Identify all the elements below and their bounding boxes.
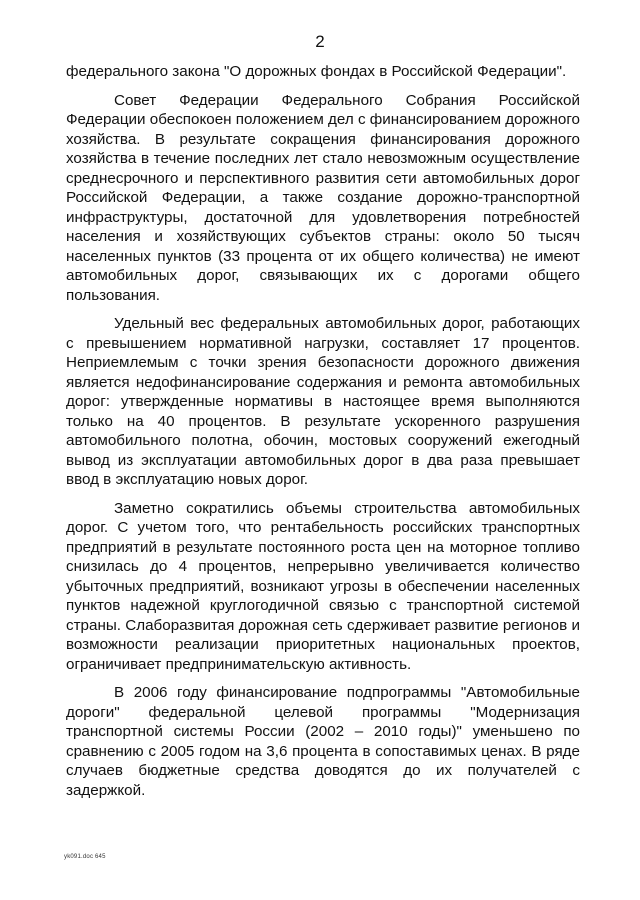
document-footer-filename: yk091.doc 645 [64, 854, 106, 860]
paragraph-5: В 2006 году финансирование подпрограммы "Автомобильные дороги" федеральной целевой программы "Модернизация транспортной системы России (2002 – 2010 годы)" уменьшено по сравнению с 2005 годом на 3,6 процента в сопоставимых ценах. В ряде случаев бюджетные средства доводятся до их получателей с задержкой. [66, 684, 580, 799]
paragraph-1: федерального закона "О дорожных фондах в Российской Федерации". [66, 63, 567, 80]
paragraph-2: Совет Федерации Федерального Собрания Российской Федерации обеспокоен положением дел с финансированием дорожного хозяйства. В результате сокращения финансирования дорожного хозяйства в течение последних лет стало невозможным осуществление среднесрочного и перспективного развития сети автомобильных дорог Российской Федерации, а также создание дорожно-транспортной инфраструктуры, достаточной для удовлетворения потребностей населения и хозяйствующих субъектов страны: около 50 тысяч населенных пунктов (33 процента от их общего количества) не имеют автомобильных дорог, связывающих их с дорогами общего пользования. [66, 91, 580, 304]
page-number: 2 [315, 32, 325, 51]
document-body [66, 62, 580, 809]
paragraph-4: Заметно сократились объемы строительства автомобильных дорог. С учетом того, что рентабельность российских транспортных предприятий в результате постоянного роста цен на моторное топливо снизилась до 4 процентов, непрерывно увеличивается количество убыточных предприятий, возникают угрозы в обеспечении населенных пунктов надежной круглогодичной связью с транспортной системой страны. Слаборазвитая дорожная сеть сдерживает развитие регионов и возможности реализации приоритетных национальных проектов, ограничивает предпринимательскую активность. [66, 499, 580, 673]
paragraph-3: Удельный вес федеральных автомобильных дорог, работающих с превышением нормативной нагрузки, составляет 17 процентов. Неприемлемым с точки зрения безопасности дорожного движения является недофинансирование содержания и ремонта автомобильных дорог: утвержденные нормативы в настоящее время выполняются только на 40 процентов. В результате ускоренного разрушения автомобильного полотна, обочин, мостовых сооружений ежегодный вывод из эксплуатации автомобильных дорог в два раза превышает ввод в эксплуатацию новых дорог. [66, 315, 580, 488]
